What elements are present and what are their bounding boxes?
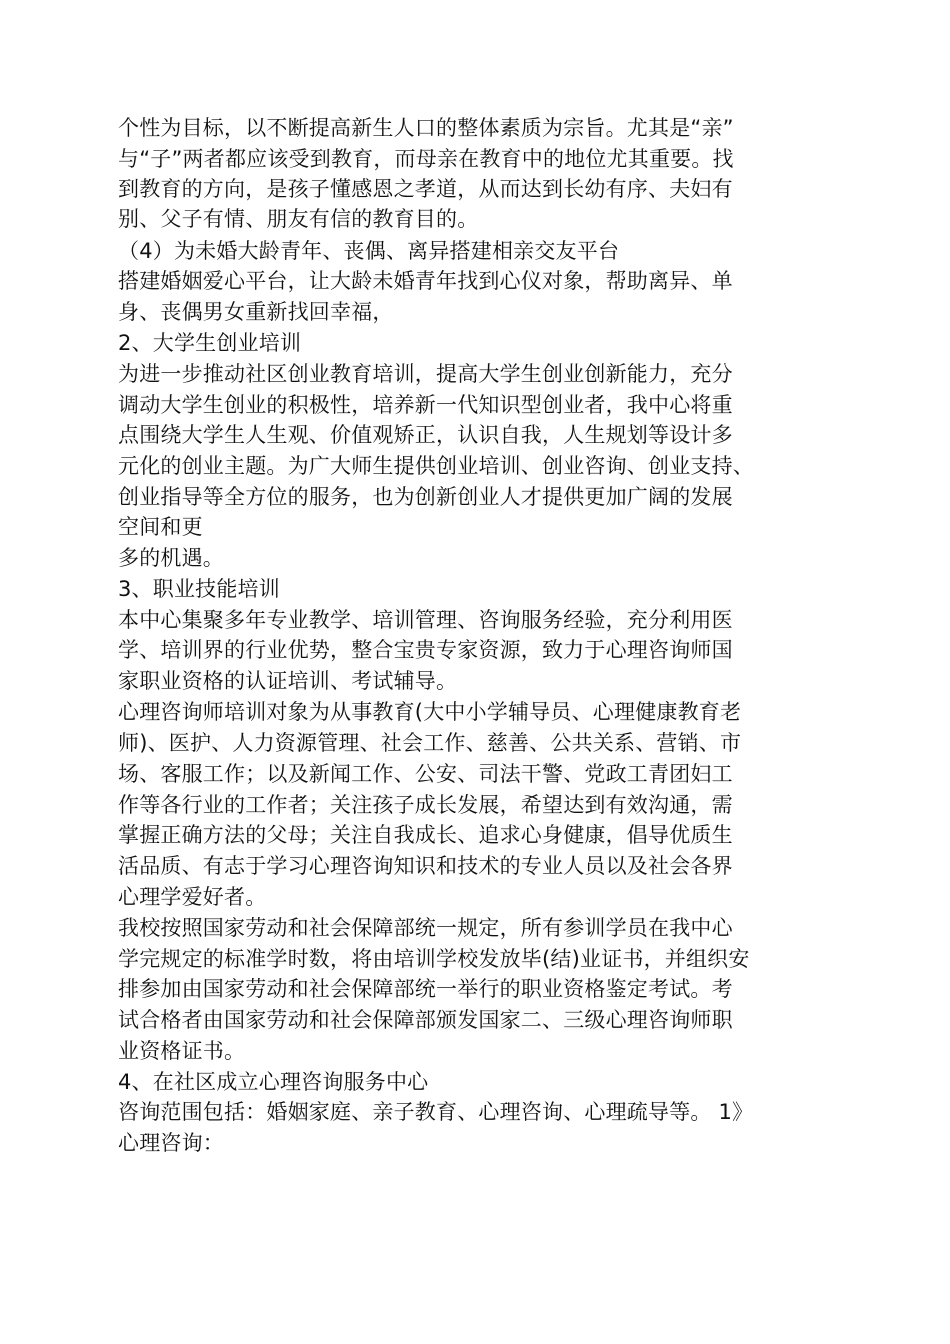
text-line: 个性为目标，以不断提高新生人口的整体素质为宗旨。尤其是“亲”	[118, 116, 734, 140]
text-line: 业资格证书。	[118, 1039, 246, 1063]
text-line: 我校按照国家劳动和社会保障部统一规定，所有参训学员在我中心	[118, 916, 733, 940]
text-line: 心理咨询师培训对象为从事教育(大中小学辅导员、心理健康教育老	[118, 700, 742, 724]
text-line: 家职业资格的认证培训、考试辅导。	[118, 669, 458, 693]
text-line: 身、丧偶男女重新找回幸福，	[118, 300, 394, 324]
text-line: 掌握正确方法的父母；关注自我成长、追求心身健康，倡导优质生	[118, 823, 733, 847]
text-line: 场、客服工作；以及新闻工作、公安、司法干警、党政工青团妇工	[118, 762, 733, 786]
text-line: 咨询范围包括：婚姻家庭、亲子教育、心理咨询、心理疏导等。 1》	[118, 1100, 754, 1124]
text-line: 心理咨询：	[118, 1131, 224, 1155]
text-line: 试合格者由国家劳动和社会保障部颁发国家二、三级心理咨询师职	[118, 1008, 733, 1032]
text-line: 作等各行业的工作者；关注孩子成长发展，希望达到有效沟通，需	[118, 793, 733, 817]
section-heading: （4）为未婚大龄青年、丧偶、离异搭建相亲交友平台	[118, 239, 620, 263]
section-heading: 3、职业技能培训	[118, 577, 280, 601]
text-line: 学完规定的标准学时数，将由培训学校发放毕(结)业证书，并组织安	[118, 947, 750, 971]
text-line: 师)、医护、人力资源管理、社会工作、慈善、公共关系、营销、市	[118, 731, 742, 755]
text-line: 搭建婚姻爱心平台，让大龄未婚青年找到心仪对象，帮助离异、单	[118, 269, 733, 293]
text-line: 为进一步推动社区创业教育培训，提高大学生创业创新能力，充分	[118, 362, 733, 386]
text-line: 到教育的方向，是孩子懂感恩之孝道，从而达到长幼有序、夫妇有	[118, 177, 733, 201]
text-line: 学、培训界的行业优势，整合宝贵专家资源，致力于心理咨询师国	[118, 638, 733, 662]
section-heading: 4、在社区成立心理咨询服务中心	[118, 1070, 429, 1094]
text-line: 心理学爱好者。	[118, 885, 267, 909]
text-line: 调动大学生创业的积极性，培养新一代知识型创业者，我中心将重	[118, 393, 733, 417]
text-line: 点围绕大学生人生观、价值观矫正，认识自我，人生规划等设计多	[118, 423, 733, 447]
text-line: 创业指导等全方位的服务，也为创新创业人才提供更加广阔的发展	[118, 485, 733, 509]
text-line: 活品质、有志于学习心理咨询知识和技术的专业人员以及社会各界	[118, 854, 733, 878]
text-line: 与“子”两者都应该受到教育，而母亲在教育中的地位尤其重要。找	[118, 147, 734, 171]
text-line: 本中心集聚多年专业教学、培训管理、咨询服务经验，充分利用医	[118, 608, 733, 632]
text-line: 空间和更	[118, 515, 203, 539]
text-line: 别、父子有情、朋友有信的教育目的。	[118, 207, 479, 231]
section-heading: 2、大学生创业培训	[118, 331, 302, 355]
text-line: 排参加由国家劳动和社会保障部统一举行的职业资格鉴定考试。考	[118, 977, 733, 1001]
text-line: 多的机遇。	[118, 546, 224, 570]
text-line: 元化的创业主题。为广大师生提供创业培训、创业咨询、创业支持、	[118, 454, 754, 478]
